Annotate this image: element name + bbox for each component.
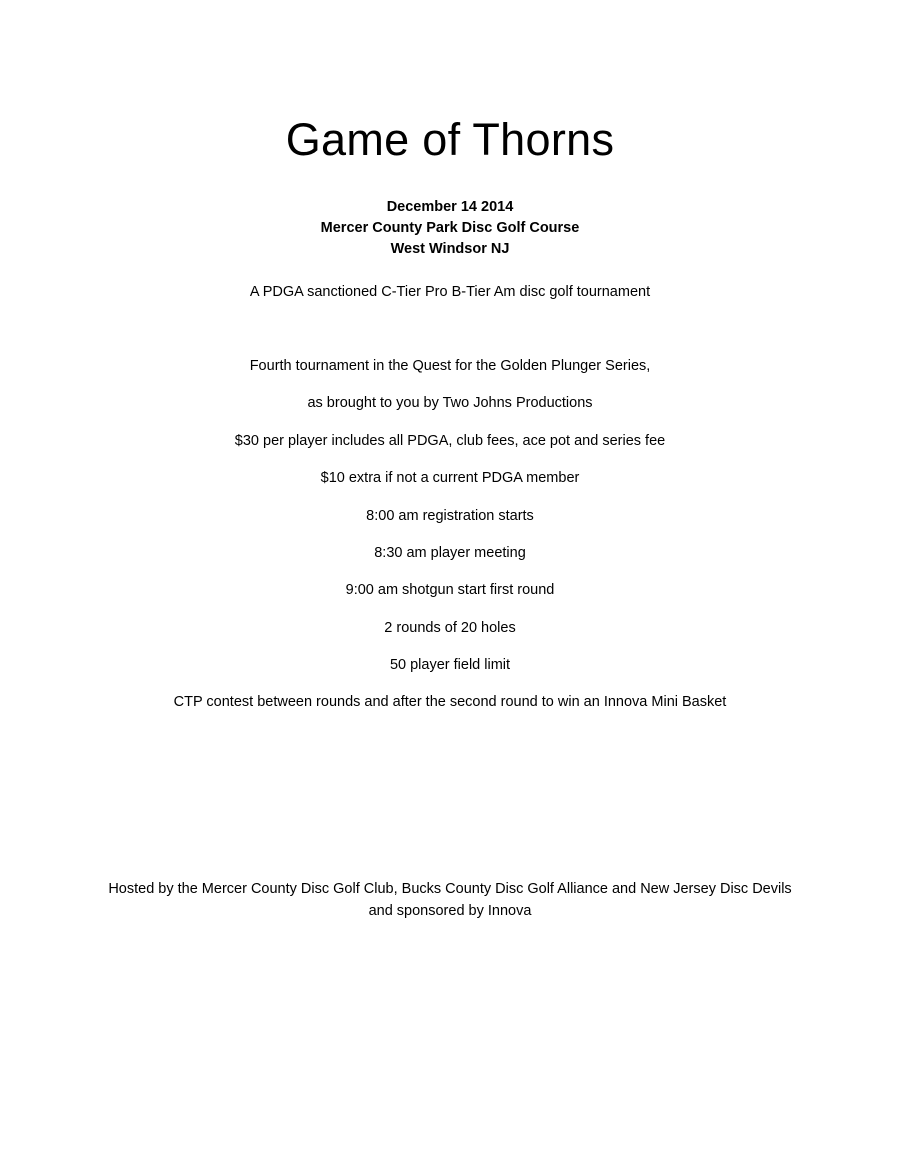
detail-shotgun-start: 9:00 am shotgun start first round <box>345 582 555 598</box>
event-subtitle: A PDGA sanctioned C-Tier Pro B-Tier Am disc golf tournament <box>249 284 651 300</box>
detail-series: Fourth tournament in the Quest for the Golden Plunger Series, <box>249 358 651 374</box>
detail-fee: $30 per player includes all PDGA, club fees, ace pot and series fee <box>234 433 666 449</box>
detail-rounds: 2 rounds of 20 holes <box>384 620 516 636</box>
detail-player-meeting: 8:30 am player meeting <box>374 545 526 561</box>
detail-producer: as brought to you by Two Johns Productions <box>307 395 593 411</box>
detail-ctp-contest: CTP contest between rounds and after the second round to win an Innova Mini Basket <box>173 694 727 710</box>
footer-hosts: Hosted by the Mercer County Disc Golf Club, Bucks County Disc Golf Alliance and New Jersey Disc Devils <box>108 881 792 897</box>
detail-field-limit: 50 player field limit <box>389 657 511 673</box>
footer-sponsor: and sponsored by Innova <box>368 903 532 919</box>
detail-extra-fee: $10 extra if not a current PDGA member <box>320 470 580 486</box>
event-date: December 14 2014 <box>386 199 514 215</box>
detail-registration: 8:00 am registration starts <box>366 508 534 524</box>
event-location: West Windsor NJ <box>390 241 510 257</box>
document-title: Game of Thorns <box>285 114 615 165</box>
event-venue: Mercer County Park Disc Golf Course <box>320 220 580 236</box>
